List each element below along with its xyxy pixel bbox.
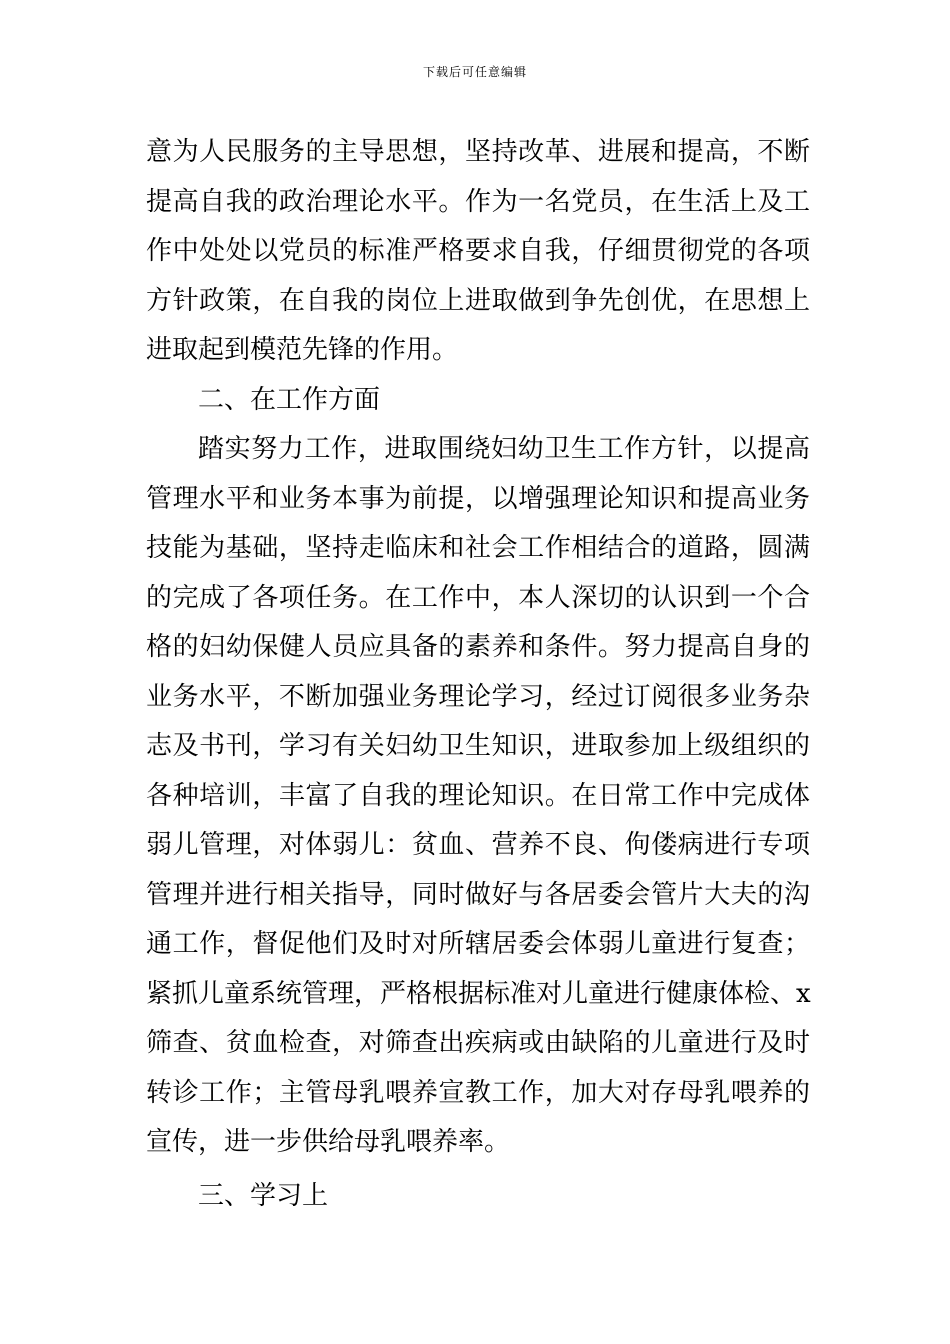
- text-line: 的完成了各项任务。在工作中，本人深切的认识到一个合: [146, 582, 810, 613]
- text-line: 作中处处以党员的标准严格要求自我，仔细贯彻党的各项: [146, 236, 810, 266]
- text-line: 提高自我的政治理论水平。作为一名党员，在生活上及工: [146, 186, 810, 217]
- text-line: 各种培训，丰富了自我的理论知识。在日常工作中完成体: [146, 780, 810, 811]
- text-line: 志及书刊，学习有关妇幼卫生知识，进取参加上级组织的: [146, 731, 810, 761]
- text-line: 弱儿管理，对体弱儿：贫血、营养不良、佝偻病进行专项: [146, 830, 810, 860]
- text-line: 方针政策，在自我的岗位上进取做到争先创优，在思想上: [146, 285, 810, 316]
- body-text: [146, 128, 810, 1221]
- text-line: 业务水平，不断加强业务理论学习，经过订阅很多业务杂: [146, 681, 810, 712]
- text-line: 管理并进行相关指导，同时做好与各居委会管片大夫的沟: [146, 879, 810, 910]
- section-heading-study: 三、学习上: [198, 1180, 329, 1211]
- text-line: 进取起到模范先锋的作用。: [146, 335, 459, 365]
- text-line: 宣传，进一步供给母乳喂养率。: [146, 1127, 511, 1157]
- section-heading-work: 二、在工作方面: [198, 384, 381, 415]
- text-line: 踏实努力工作，进取围绕妇幼卫生工作方针，以提高: [198, 434, 810, 464]
- text-line: 意为人民服务的主导思想，坚持改革、进展和提高，不断: [146, 137, 810, 167]
- text-line: 技能为基础，坚持走临床和社会工作相结合的道路，圆满: [146, 533, 810, 563]
- header-note: 下载后可任意编辑: [422, 65, 527, 79]
- text-line: 筛查、贫血检查，对筛查出疾病或由缺陷的儿童进行及时: [146, 1028, 810, 1058]
- text-line: 转诊工作；主管母乳喂养宣教工作，加大对存母乳喂养的: [146, 1077, 810, 1108]
- text-line: 管理水平和业务本事为前提，以增强理论知识和提高业务: [146, 483, 810, 514]
- text-line: 格的妇幼保健人员应具备的素养和条件。努力提高自身的: [146, 632, 810, 662]
- text-line: 通工作，督促他们及时对所辖居委会体弱儿童进行复查；: [146, 929, 810, 959]
- text-line: 紧抓儿童系统管理，严格根据标准对儿童进行健康体检、x: [146, 978, 811, 1009]
